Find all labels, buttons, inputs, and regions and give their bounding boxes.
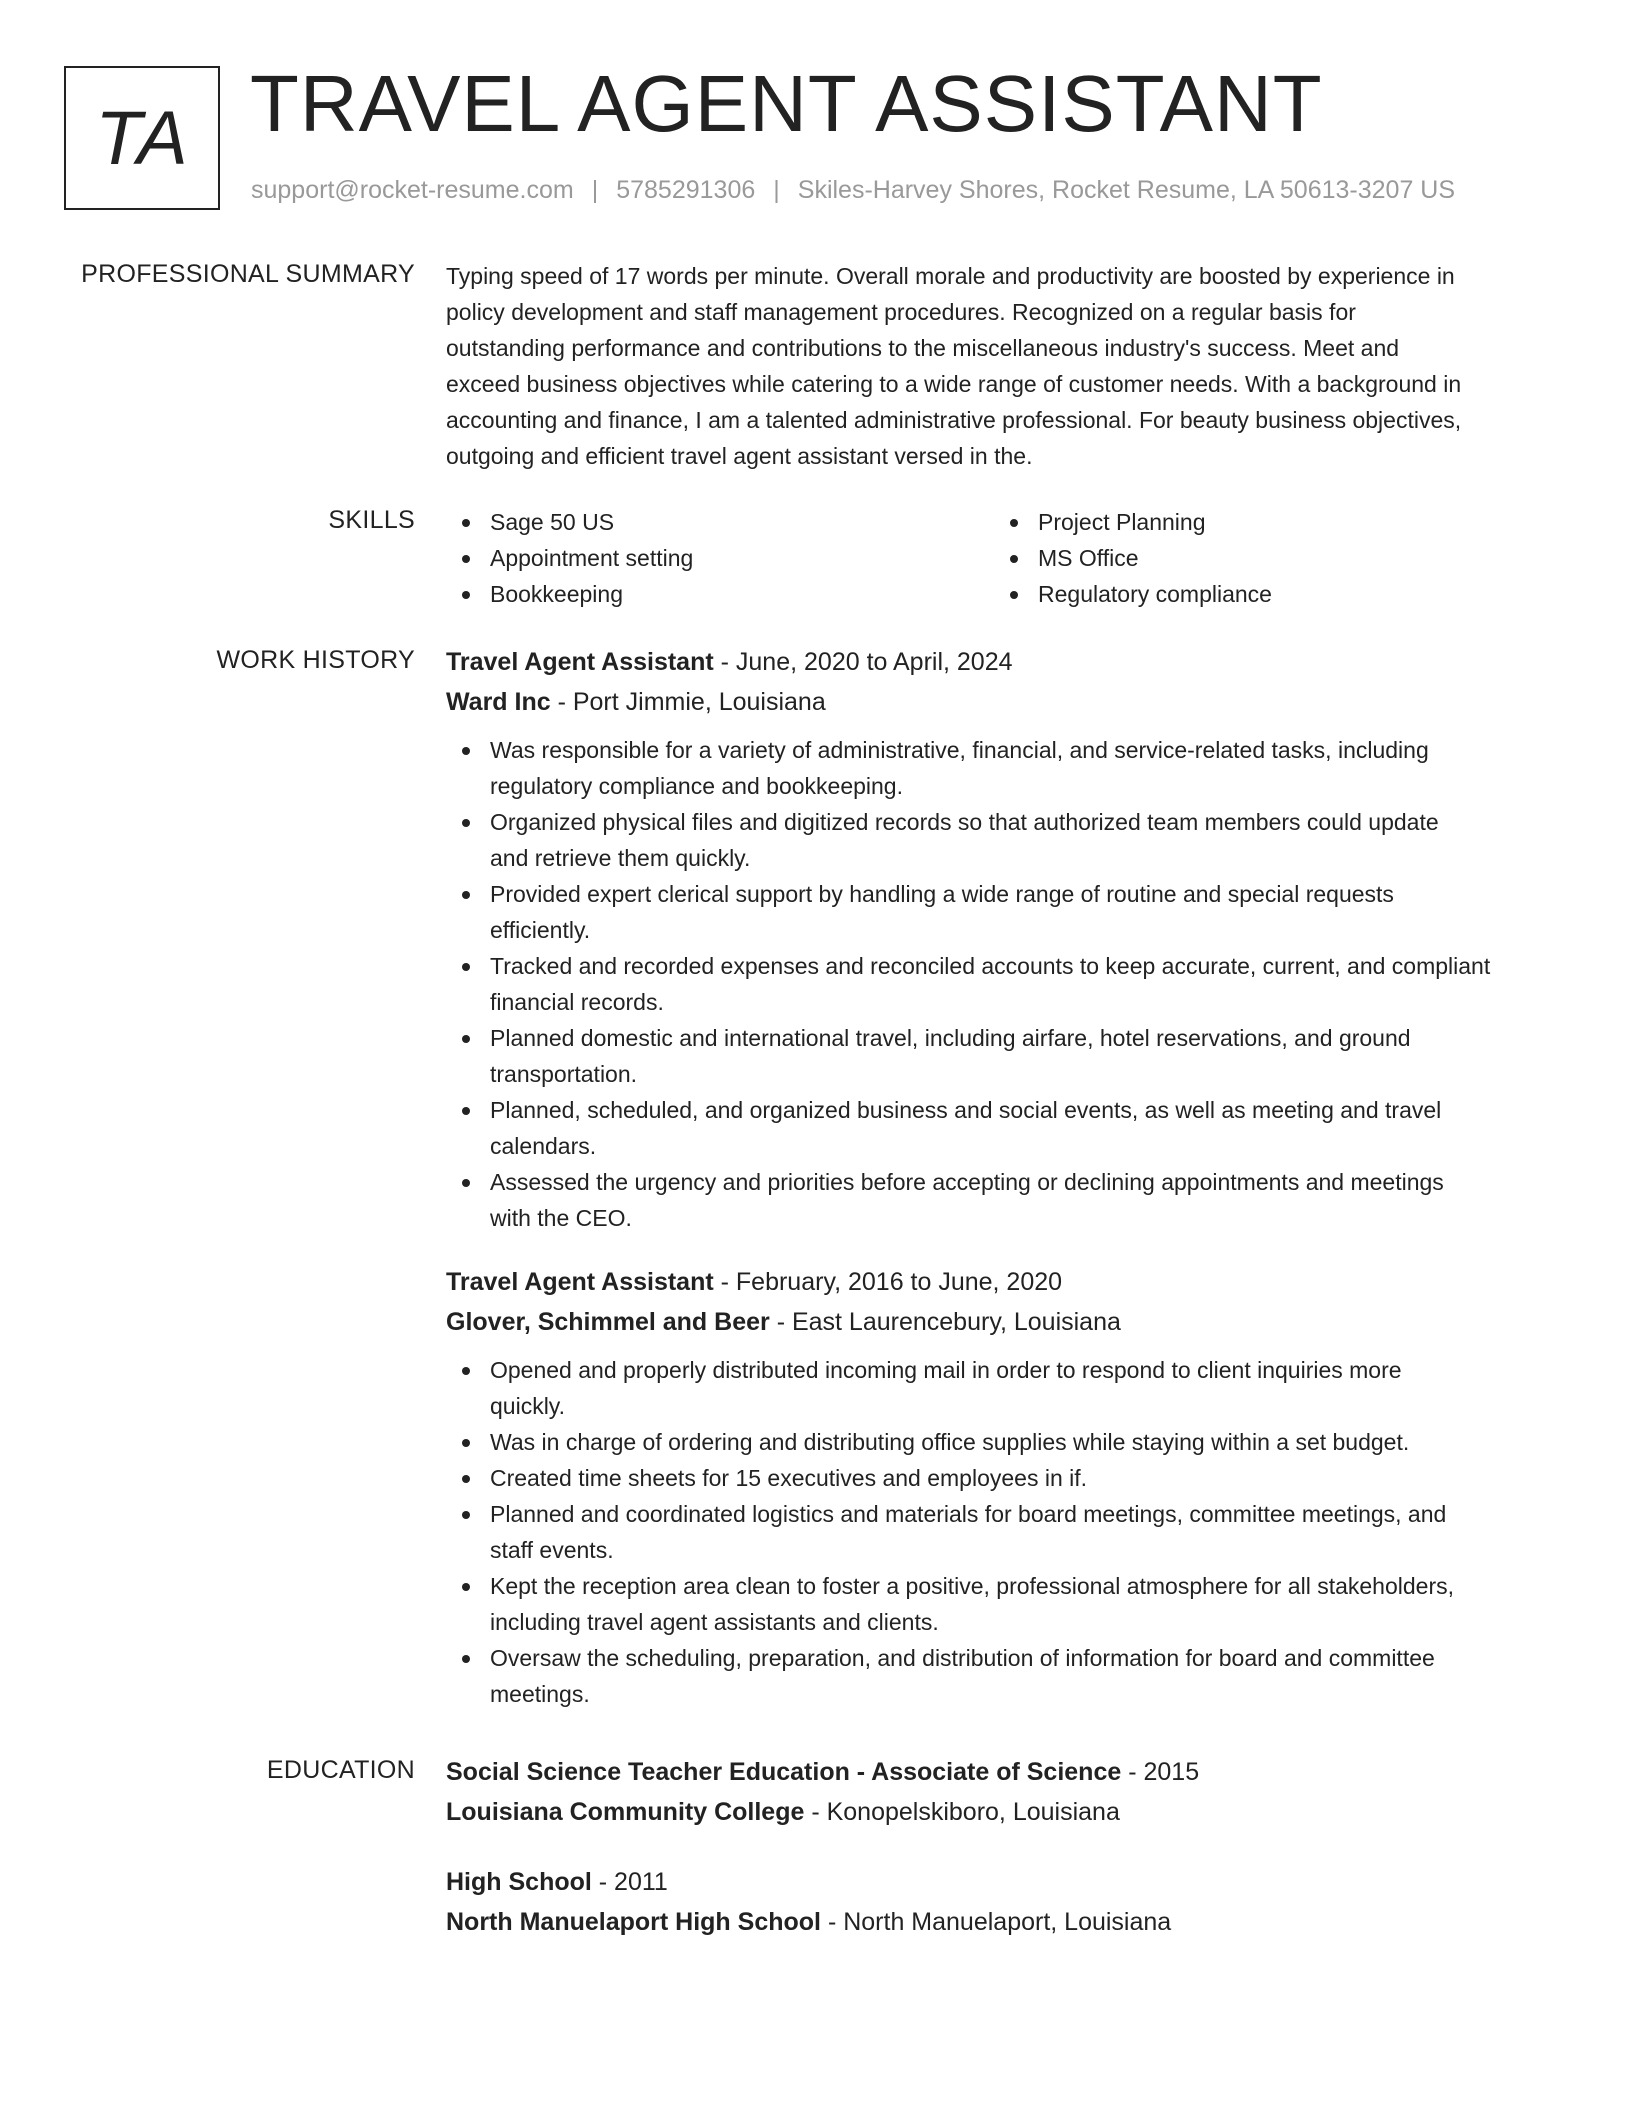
degree-year: - 2011 (591, 1868, 668, 1896)
summary-line: outstanding performance and contributions to the miscellaneous industry's success. Meet and (446, 335, 1400, 361)
job-bullet (446, 1424, 1566, 1460)
degree-name: Social Science Teacher Education - Associate of Science (446, 1758, 1122, 1786)
bullet-line: regulatory compliance and bookkeeping. (490, 773, 903, 799)
education-heading: EDUCATION (266, 1756, 415, 1784)
school-location: - Konopelskiboro, Louisiana (804, 1798, 1120, 1826)
education-entry (446, 1752, 1566, 1832)
skill-item: Regulatory compliance (994, 576, 1554, 612)
job-bullets (446, 732, 1566, 1236)
job-bullet (446, 1496, 1566, 1568)
school-line (446, 1902, 1566, 1942)
bullet-line: and retrieve them quickly. (490, 845, 751, 871)
job-title-line (446, 642, 1566, 682)
summary-line: exceed business objectives while catering to a wide range of customer needs. With a background in (446, 371, 1462, 397)
school-location: - North Manuelaport, Louisiana (821, 1908, 1172, 1936)
job-title-line (446, 1262, 1566, 1302)
skill-item: Project Planning (994, 504, 1554, 540)
job-bullet (446, 1092, 1566, 1164)
bullet-line: financial records. (490, 989, 664, 1015)
school-name: Louisiana Community College (446, 1798, 805, 1826)
bullet-line: Provided expert clerical support by handling a wide range of routine and special requests (490, 881, 1394, 907)
summary-line: policy development and staff management procedures. Recognized on a regular basis for (446, 299, 1356, 325)
job-bullet (446, 1352, 1566, 1424)
bullet-line: Planned domestic and international travel, including airfare, hotel reservations, and ground (490, 1025, 1411, 1051)
bullet-line: Assessed the urgency and priorities before accepting or declining appointments and meetings (490, 1169, 1444, 1195)
job-dates: - February, 2016 to June, 2020 (713, 1268, 1063, 1296)
school-line (446, 1792, 1566, 1832)
skill-item: Appointment setting (446, 540, 994, 576)
job-bullet (446, 1460, 1566, 1496)
job-title: Travel Agent Assistant (446, 648, 714, 676)
employer-name: Ward Inc (446, 688, 551, 716)
monogram-initials: TA (95, 95, 189, 181)
education-entry (446, 1862, 1566, 1942)
bullet-line: Planned and coordinated logistics and materials for board meetings, committee meetings, and (490, 1501, 1447, 1527)
employer-line (446, 682, 1566, 722)
degree-name: High School (446, 1868, 592, 1896)
bullet-line: including travel agent assistants and clients. (490, 1609, 939, 1635)
contact-separator: | (591, 176, 599, 204)
job-bullets (446, 1352, 1566, 1712)
work-history-heading: WORK HISTORY (216, 646, 415, 674)
job-bullet (446, 1640, 1566, 1712)
education-body (446, 1752, 1566, 1972)
employer-location: - East Laurencebury, Louisiana (769, 1308, 1121, 1336)
job-bullet (446, 1568, 1566, 1640)
skills-column-left (446, 504, 994, 612)
summary-line: accounting and finance, I am a talented administrative professional. For beauty business objectives, (446, 407, 1462, 433)
degree-line (446, 1752, 1566, 1792)
bullet-line: Kept the reception area clean to foster a positive, professional atmosphere for all stakeholders, (490, 1573, 1454, 1599)
contact-address: Skiles-Harvey Shores, Rocket Resume, LA 50613-3207 US (797, 176, 1456, 204)
contact-separator: | (773, 176, 780, 204)
skill-item: Sage 50 US (446, 504, 994, 540)
bullet-line: Tracked and recorded expenses and reconciled accounts to keep accurate, current, and compliant (490, 953, 1491, 979)
employer-line (446, 1302, 1566, 1342)
bullet-line: calendars. (490, 1133, 597, 1159)
job-bullet (446, 732, 1566, 804)
monogram-badge (64, 66, 220, 210)
degree-line (446, 1862, 1566, 1902)
bullet-line: staff events. (490, 1537, 614, 1563)
job-bullet (446, 876, 1566, 948)
bullet-line: transportation. (490, 1061, 638, 1087)
skills-body (446, 504, 1566, 612)
job-bullet (446, 948, 1566, 1020)
resume-name: TRAVEL AGENT ASSISTANT (250, 59, 1323, 148)
summary-text (446, 258, 1566, 474)
skills-column-right (994, 504, 1554, 612)
job-dates: - June, 2020 to April, 2024 (713, 648, 1013, 676)
job-entry (446, 642, 1566, 1236)
job-bullet (446, 804, 1566, 876)
bullet-line: efficiently. (490, 917, 591, 943)
skill-item: Bookkeeping (446, 576, 994, 612)
employer-location: - Port Jimmie, Louisiana (550, 688, 826, 716)
bullet-line: Created time sheets for 15 executives and employees in if. (490, 1465, 1088, 1491)
bullet-line: Was in charge of ordering and distributing office supplies while staying within a set budget. (490, 1429, 1410, 1455)
bullet-line: Organized physical files and digitized records so that authorized team members could update (490, 809, 1439, 835)
school-name: North Manuelaport High School (446, 1908, 821, 1936)
work-history-body (446, 642, 1566, 1738)
bullet-line: Planned, scheduled, and organized business and social events, as well as meeting and travel (490, 1097, 1442, 1123)
bullet-line: Opened and properly distributed incoming mail in order to respond to client inquiries more (490, 1357, 1402, 1383)
job-bullet (446, 1164, 1566, 1236)
bullet-line: with the CEO. (490, 1205, 632, 1231)
contact-email[interactable]: support@rocket-resume.com (251, 176, 574, 204)
skills-heading: SKILLS (328, 506, 415, 534)
job-entry (446, 1262, 1566, 1712)
job-title: Travel Agent Assistant (446, 1268, 714, 1296)
bullet-line: meetings. (490, 1681, 590, 1707)
contact-line (251, 176, 1455, 205)
summary-line: Typing speed of 17 words per minute. Overall morale and productivity are boosted by experience in (446, 263, 1455, 289)
bullet-line: Was responsible for a variety of administrative, financial, and service-related tasks, including (490, 737, 1429, 763)
bullet-line: Oversaw the scheduling, preparation, and distribution of information for board and committee (490, 1645, 1435, 1671)
bullet-line: quickly. (490, 1393, 565, 1419)
contact-phone[interactable]: 5785291306 (616, 176, 756, 204)
degree-year: - 2015 (1121, 1758, 1200, 1786)
summary-line: outgoing and efficient travel agent assistant versed in the. (446, 443, 1033, 469)
employer-name: Glover, Schimmel and Beer (446, 1308, 770, 1336)
summary-heading: PROFESSIONAL SUMMARY (81, 260, 415, 288)
skill-item: MS Office (994, 540, 1554, 576)
job-bullet (446, 1020, 1566, 1092)
